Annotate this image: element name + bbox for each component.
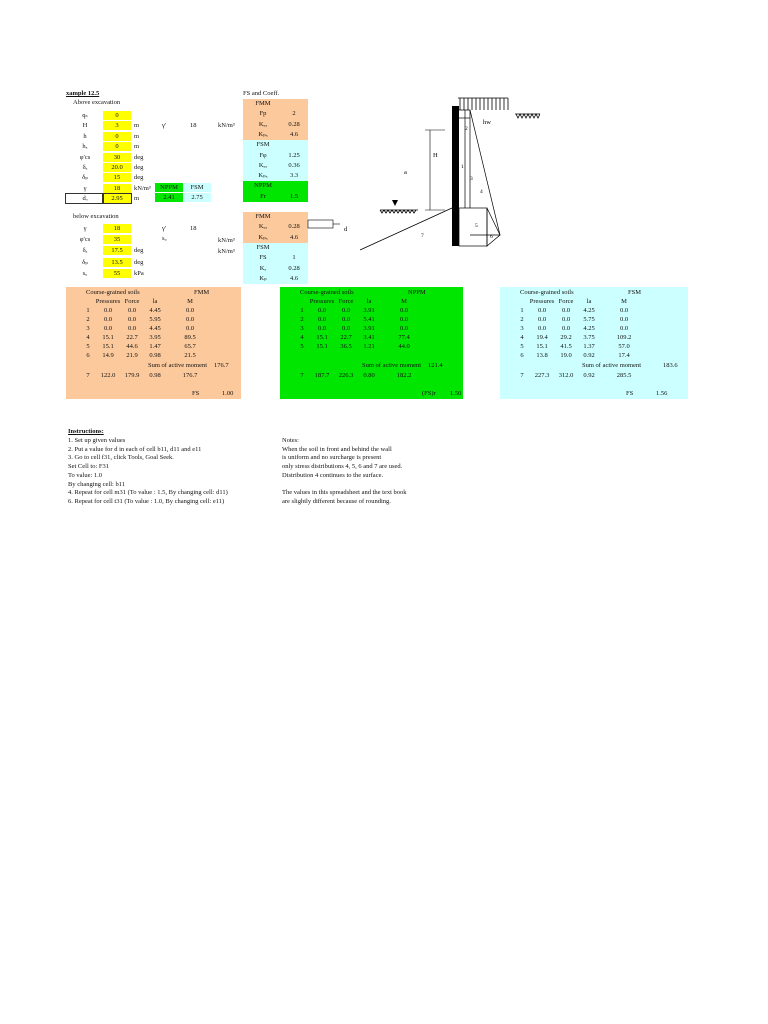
param-symbol: φ′cs — [79, 153, 91, 161]
table-cell: 44.6 — [126, 342, 138, 350]
label-hw: hw — [483, 119, 491, 126]
table-cell: 0.0 — [537, 324, 547, 332]
table-cell: 1.37 — [583, 342, 595, 350]
param-unit: kPa — [134, 269, 144, 277]
param-value[interactable]: 30 — [103, 153, 131, 162]
table-cell: 0.0 — [619, 307, 629, 314]
unit-below-2: kN/m³ — [218, 248, 235, 255]
table-cell: 3.91 — [363, 324, 375, 332]
table-cell: 21.9 — [126, 351, 138, 359]
table-cell: 0.0 — [619, 324, 629, 332]
coeff-key: Fφ — [259, 151, 267, 159]
table-cell: 17.4 — [618, 351, 630, 359]
table-cell: 226.3 — [338, 372, 354, 379]
param-symbol: γ — [83, 225, 87, 232]
row-index: 5 — [86, 342, 90, 350]
param-unit: m — [134, 143, 140, 151]
table-header: Force — [338, 298, 354, 305]
coeff-value[interactable]: 0.36 — [288, 161, 300, 169]
param-value[interactable]: 15 — [103, 173, 131, 182]
sum-active-moment-label: Sum of active moment — [148, 362, 208, 369]
table-header: la — [152, 298, 158, 305]
row-index: 4 — [300, 333, 304, 341]
row-index: 6 — [86, 351, 90, 359]
table-header: la — [366, 298, 372, 305]
gamma-prime-below-value[interactable]: 18 — [190, 225, 197, 232]
coeff-key: Kₚ — [259, 274, 267, 282]
row-index: 1 — [86, 307, 90, 314]
table-cell: 89.5 — [184, 333, 196, 341]
table-title: Course-grained soils — [300, 289, 354, 296]
coeff-group-label: FSM — [256, 243, 270, 251]
param-symbol: H — [82, 122, 88, 130]
instruction-line: 3. Go to cell f31, click Tools, Goal Seek. — [68, 454, 174, 462]
param-value[interactable]: 35 — [103, 235, 131, 244]
table-cell: 4.45 — [149, 324, 161, 332]
table-header: Force — [558, 298, 574, 305]
coeff-key: FS — [259, 254, 267, 262]
table-cell: 187.7 — [314, 372, 330, 379]
table-cell: 227.3 — [534, 372, 550, 379]
table-cell: 1.21 — [363, 342, 375, 350]
table-cell: 0.0 — [127, 307, 137, 314]
table-cell: 0.0 — [103, 324, 113, 332]
coeff-value[interactable]: 0.28 — [288, 223, 300, 231]
table-cell: 0.98 — [149, 372, 161, 379]
table-header: Force — [124, 298, 140, 305]
table-header: Pressures — [95, 298, 121, 305]
coeff-value[interactable]: 1.25 — [288, 151, 300, 159]
top-surface-hatch — [458, 98, 508, 110]
row-index: 2 — [300, 315, 304, 323]
table-header: M — [187, 298, 193, 305]
table-title: Course-grained soils — [86, 289, 140, 296]
table-cell: 0.0 — [399, 307, 409, 314]
table-method: FSM — [628, 289, 642, 296]
table-cell: 0.92 — [583, 372, 595, 379]
param-symbol: δₚ — [82, 258, 88, 266]
table-cell: 0.0 — [619, 315, 629, 323]
label-4: 4 — [480, 189, 483, 195]
note-line: are slightly different because of rounding. — [282, 497, 391, 505]
row-index: 4 — [86, 333, 90, 341]
coeff-key: Kₐₓ — [258, 120, 268, 128]
label-H: H — [433, 152, 438, 159]
table-cell: 0.0 — [341, 315, 351, 323]
table-cell: 77.4 — [398, 333, 410, 341]
coeff-key: Kₚₓ — [258, 130, 268, 138]
table-cell: 0.0 — [561, 307, 571, 314]
coeff-key: Kₐ — [259, 264, 267, 272]
param-unit: deg — [134, 153, 144, 161]
table-cell: 0.0 — [399, 324, 409, 332]
param-value[interactable]: 0 — [103, 132, 131, 141]
table-cell: 29.2 — [560, 333, 572, 341]
nppm-small-value[interactable]: 2.41 — [155, 193, 183, 202]
param-value[interactable]: 0 — [103, 142, 131, 151]
gamma-prime-below-symbol: γ′ — [162, 225, 167, 232]
table-cell: 19.0 — [560, 351, 572, 359]
table-cell: 0.80 — [363, 372, 375, 379]
row-index: 7 — [86, 372, 90, 379]
fs-label: (FS)r — [422, 390, 436, 397]
table-cell: 0.0 — [317, 324, 327, 332]
table-cell: 182.2 — [396, 372, 412, 379]
sheet-title: xample 12.5 — [66, 90, 100, 97]
coeff-value[interactable]: 4.6 — [289, 274, 299, 282]
water-table-icon — [392, 200, 398, 206]
coeff-value[interactable]: 4.6 — [289, 233, 299, 241]
su-symbol: sᵤ — [162, 235, 167, 242]
row-index: 3 — [86, 324, 90, 332]
table-method: FMM — [194, 289, 210, 296]
row-index: 5 — [520, 342, 524, 350]
param-value[interactable]: 20.0 — [103, 163, 131, 172]
table-cell: 4.45 — [149, 307, 161, 314]
param-value[interactable]: 55 — [103, 269, 131, 278]
label-5: 5 — [475, 223, 478, 229]
coeff-group-label: FMM — [255, 100, 271, 107]
row-index: 3 — [520, 324, 524, 332]
table-cell: 0.0 — [561, 324, 571, 332]
coeff-group-label: NPPM — [254, 182, 272, 190]
note-line: When the soil in front and behind the wall — [282, 445, 392, 453]
table-cell: 3.95 — [149, 333, 161, 341]
instruction-line: 6. Repeat for cell t31 (To value : 1.0, By changing cell: e11) — [68, 497, 225, 505]
coeff-value[interactable]: 1 — [292, 254, 296, 262]
table-cell: 0.0 — [185, 315, 195, 323]
param-symbol: h — [83, 132, 87, 140]
instruction-line: 2. Put a value for d in each of cell b11, d11 and e11 — [68, 445, 202, 453]
fs-value: 1.56 — [656, 390, 668, 397]
coeff-value[interactable]: 1.5 — [289, 192, 299, 200]
gamma-prime-unit: kN/m³ — [218, 122, 235, 129]
table-header: la — [586, 298, 592, 305]
right-surface-hatch — [515, 114, 540, 118]
table-cell: 15.1 — [102, 342, 114, 350]
instructions-title: Instructions: — [68, 428, 104, 435]
table-cell: 41.5 — [560, 342, 572, 350]
fs-value: 1.00 — [222, 390, 234, 397]
label-7: 7 — [421, 233, 424, 239]
note-line: The values in this spreadsheet and the text book — [282, 489, 407, 497]
fs-label: FS — [626, 390, 634, 397]
coeff-key: Kₚₓ — [258, 172, 268, 180]
table-cell: 4.25 — [583, 324, 595, 332]
fsm-small-label: FSM — [183, 183, 211, 192]
coeff-key: Kₐₓ — [258, 161, 268, 169]
table-header: M — [401, 298, 407, 305]
table-cell: 109.2 — [616, 333, 632, 341]
table-cell: 3.91 — [363, 307, 375, 314]
table-cell: 312.0 — [558, 372, 574, 379]
table-cell: 0.0 — [103, 315, 113, 323]
param-value[interactable]: 17.5 — [103, 246, 131, 255]
row-index: 5 — [300, 342, 304, 350]
row-index: 4 — [520, 333, 524, 341]
table-cell: 3.75 — [583, 333, 595, 341]
param-symbol: δₚ — [82, 174, 88, 182]
table-cell: 0.0 — [399, 315, 409, 323]
label-d: d — [344, 226, 348, 233]
table-cell: 0.0 — [561, 315, 571, 323]
table-cell: 0.92 — [583, 351, 595, 359]
table-header: Pressures — [529, 298, 555, 305]
dimension-lines — [425, 130, 445, 210]
table-cell: 4.25 — [583, 307, 595, 314]
row-index: 2 — [520, 315, 524, 323]
fs-coeff-title: FS and Coeff. — [243, 90, 280, 97]
table-cell: 179.9 — [124, 372, 140, 379]
param-value[interactable]: 2.95 — [103, 194, 131, 203]
table-cell: 19.4 — [536, 333, 548, 341]
label-6: 6 — [490, 234, 493, 240]
coeff-key: Fr — [260, 192, 266, 200]
table-cell: 22.7 — [340, 333, 352, 341]
param-unit: deg — [134, 174, 144, 182]
table-header: M — [621, 298, 627, 305]
coeff-key: Kₚₓ — [258, 233, 268, 241]
table-cell: 13.8 — [536, 351, 548, 359]
note-line: Distribution 4 continues to the surface. — [282, 471, 384, 479]
instruction-line: 4. Repeat for cell m31 (To value : 1.5, By changing cell: d11) — [68, 489, 228, 497]
table-cell: 15.1 — [316, 333, 328, 341]
label-1: 1 — [461, 164, 464, 170]
table-cell: 0.0 — [341, 307, 351, 314]
param-unit: deg — [134, 164, 144, 171]
table-cell: 15.1 — [536, 342, 548, 350]
param-symbol: hₓ — [82, 143, 88, 151]
sum-active-moment-label: Sum of active moment — [362, 362, 422, 369]
sheet-pile-wall — [452, 106, 459, 246]
table-header: Pressures — [309, 298, 335, 305]
table-cell: 14.9 — [102, 351, 114, 359]
table-cell: 0.0 — [185, 324, 195, 332]
fs-label: FS — [192, 390, 200, 397]
note-line: is uniform and no surcharge is present — [282, 454, 382, 462]
sum-active-moment-label: Sum of active moment — [582, 362, 642, 369]
label-3: 3 — [470, 176, 473, 182]
below-excavation-label: below excavation — [73, 213, 119, 220]
param-symbol: qₛ — [82, 112, 88, 119]
nppm-small-label: NPPM — [155, 183, 183, 192]
table-cell: 0.0 — [537, 315, 547, 323]
sum-active-moment-value: 121.4 — [428, 362, 443, 369]
d-box — [308, 220, 333, 228]
d-input-outline — [66, 194, 103, 203]
table-method: NPPM — [408, 289, 426, 296]
param-unit: deg — [134, 258, 144, 266]
param-value[interactable]: 0 — [103, 111, 131, 120]
instruction-line: By changing cell: b11 — [68, 480, 125, 488]
table-cell: 0.98 — [149, 351, 161, 359]
fsm-small-value[interactable]: 2.75 — [183, 193, 211, 202]
table-title: Course-grained soils — [520, 289, 574, 296]
table-cell: 1.47 — [149, 342, 161, 350]
param-unit: deg — [134, 247, 144, 255]
table-cell: 21.5 — [184, 351, 196, 359]
sum-active-moment-value: 176.7 — [214, 362, 229, 369]
param-value[interactable]: 13.5 — [103, 258, 131, 267]
table-cell: 0.0 — [127, 315, 137, 323]
coeff-value[interactable]: 3.3 — [289, 172, 299, 180]
row-index: 7 — [300, 372, 304, 379]
table-cell: 22.7 — [126, 333, 138, 341]
row-index: 1 — [520, 307, 524, 314]
table-cell: 15.1 — [102, 333, 114, 341]
param-symbol: γ — [83, 184, 87, 192]
param-symbol: φ′cs — [79, 236, 91, 244]
table-cell: 5.41 — [363, 315, 375, 323]
param-unit: m — [134, 122, 140, 130]
table-cell: 0.0 — [317, 315, 327, 323]
label-a: a — [404, 169, 407, 176]
param-symbol: δₐ — [82, 247, 88, 255]
instruction-line: To value: 1.0 — [68, 471, 103, 479]
row-index: 7 — [520, 372, 524, 379]
coeff-group-label: FSM — [256, 141, 270, 149]
note-line: only stress distributions 4, 5, 6 and 7 are used. — [282, 463, 403, 471]
param-unit: kN/m³ — [134, 184, 151, 192]
param-symbol: sᵤ — [82, 269, 88, 277]
row-index: 6 — [520, 351, 524, 359]
table-cell: 0.0 — [185, 307, 195, 314]
row-index: 2 — [86, 315, 90, 323]
table-cell: 36.5 — [340, 342, 352, 350]
coeff-key: Kₐₓ — [258, 223, 268, 231]
row-index: 1 — [300, 307, 304, 314]
label-2: 2 — [465, 126, 468, 132]
unit-below-1: kN/m³ — [218, 237, 235, 244]
coeff-key: Fp — [259, 110, 267, 118]
coeff-value[interactable]: 4.6 — [289, 130, 299, 138]
table-cell: 65.7 — [184, 342, 196, 350]
above-excavation-label: Above excavation — [73, 99, 121, 106]
table-cell: 0.0 — [341, 324, 351, 332]
table-cell: 122.0 — [100, 372, 116, 379]
table-cell: 176.7 — [182, 372, 198, 379]
table-cell: 5.75 — [583, 315, 595, 323]
table-cell: 285.5 — [616, 372, 632, 379]
coeff-value[interactable]: 2 — [292, 110, 296, 118]
coeff-group-label: FMM — [255, 213, 271, 220]
table-cell: 0.0 — [537, 307, 547, 314]
param-value[interactable]: 18 — [103, 224, 131, 233]
param-value[interactable]: 3 — [103, 121, 131, 130]
table-cell: 0.0 — [127, 324, 137, 332]
instruction-line: 1. Set up given values — [68, 437, 126, 444]
param-unit: m — [134, 132, 140, 140]
param-symbol: δₐ — [82, 164, 88, 171]
excavation-ground — [360, 208, 452, 250]
gamma-prime-value[interactable]: 18 — [190, 122, 197, 129]
sum-active-moment-value: 183.6 — [663, 362, 678, 369]
table-cell: 15.1 — [316, 342, 328, 350]
instruction-line: Set Cell to: F31 — [68, 463, 109, 471]
fs-value: 1.50 — [450, 390, 462, 397]
param-value[interactable]: 18 — [103, 184, 131, 193]
table-cell: 0.0 — [317, 307, 327, 314]
table-cell: 44.0 — [398, 342, 410, 350]
table-cell: 5.95 — [149, 315, 161, 323]
table-cell: 3.41 — [363, 333, 375, 341]
gamma-prime-symbol: γ′ — [162, 122, 167, 129]
coeff-value[interactable]: 0.28 — [288, 120, 300, 128]
param-unit: m — [134, 195, 140, 203]
retaining-wall-diagram — [300, 90, 540, 260]
param-symbol: dₒ — [82, 195, 88, 203]
table-cell: 57.0 — [618, 342, 630, 350]
note-line: Notes: — [282, 437, 299, 444]
table-cell: 0.0 — [103, 307, 113, 314]
coeff-value[interactable]: 0.28 — [288, 264, 300, 272]
row-index: 3 — [300, 324, 304, 332]
